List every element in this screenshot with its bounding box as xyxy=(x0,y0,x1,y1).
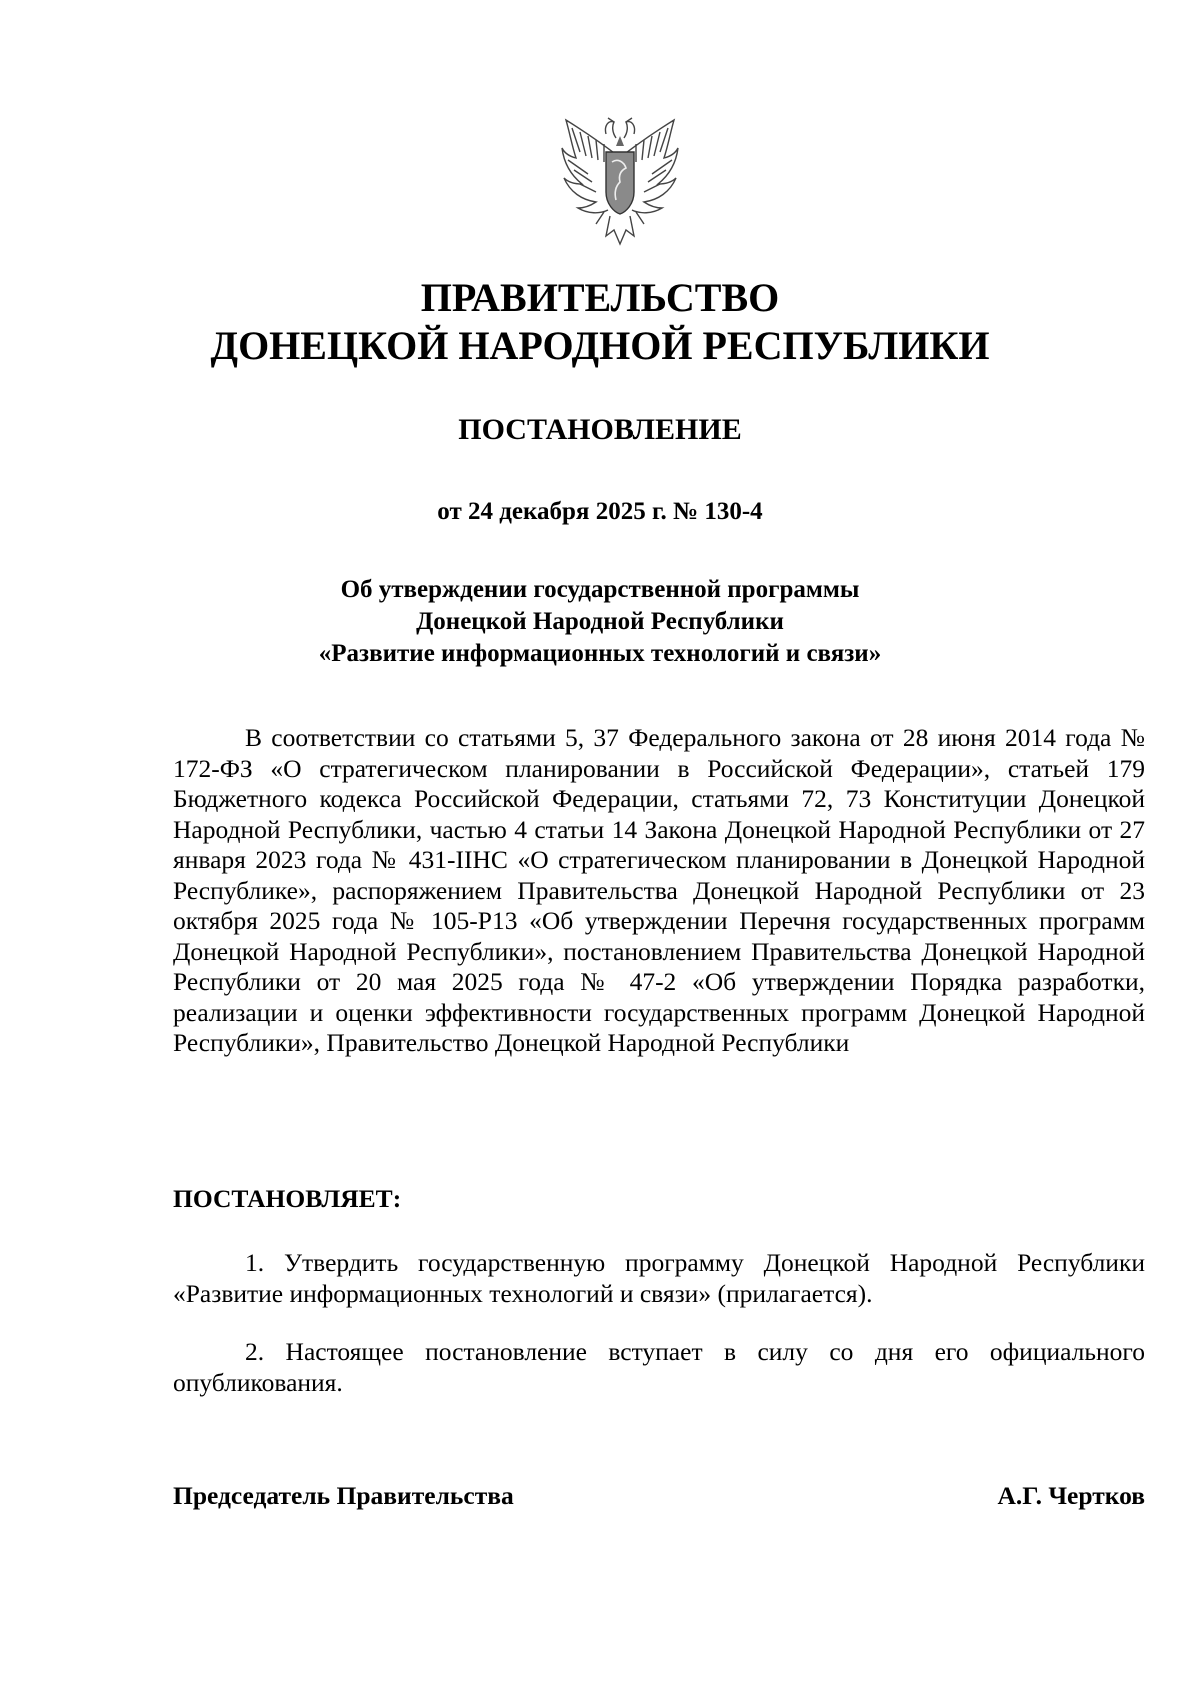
subject-line2: Донецкой Народной Республики xyxy=(416,608,784,635)
resolves-heading: ПОСТАНОВЛЯЕТ: xyxy=(173,1184,402,1213)
government-title-line1: ПРАВИТЕЛЬСТВО xyxy=(420,275,780,320)
coat-of-arms-eagle-icon xyxy=(560,112,680,252)
signatory-name: А.Г. Чертков xyxy=(997,1481,1145,1510)
resolution-item-2: 2. Настоящее постановление вступает в силу со дня его официального опубликования. xyxy=(173,1337,1145,1397)
preamble-paragraph: В соответствии со статьями 5, 37 Федерального закона от 28 июня 2014 года № 172-ФЗ «О стратегическом планировании в Российской Федерации», статьей 179 Бюджетного кодекса Российской Федерации, статьями 72, 73 Конституции Донецкой Народной Республики, частью 4 статьи 14 Закона Донецкой Народной Республики от 27 января 2023 года № 431-IIНС «О стратегическом планировании в Донецкой Народной Республике», распоряжением Правительства Донецкой Народной Республики от 23 октября 2025 года № 105-Р13 «Об утверждении Перечня государственных программ Донецкой Народной Республики», постановлением Правительства Донецкой Народной Республики от 20 мая 2025 года № 47-2 «Об утверждении Порядка разработки, реализации и оценки эффективности государственных программ Донецкой Народной Республики», Правительство Донецкой Народной Республики xyxy=(173,723,1145,1057)
document-subject xyxy=(0,574,1200,670)
government-title xyxy=(0,274,1200,370)
signatory-position: Председатель Правительства xyxy=(173,1481,514,1510)
document-date-number: от 24 декабря 2025 г. № 130-4 xyxy=(437,498,763,525)
subject-line3: «Развитие информационных технологий и связи» xyxy=(318,640,882,667)
subject-line1: Об утверждении государственной программы xyxy=(340,576,860,603)
resolution-item-1: 1. Утвердить государственную программу Донецкой Народной Республики «Развитие информационных технологий и связи» (прилагается). xyxy=(173,1248,1145,1308)
document-type: ПОСТАНОВЛЕНИЕ xyxy=(458,413,742,446)
government-title-line2: ДОНЕЦКОЙ НАРОДНОЙ РЕСПУБЛИКИ xyxy=(210,323,990,368)
